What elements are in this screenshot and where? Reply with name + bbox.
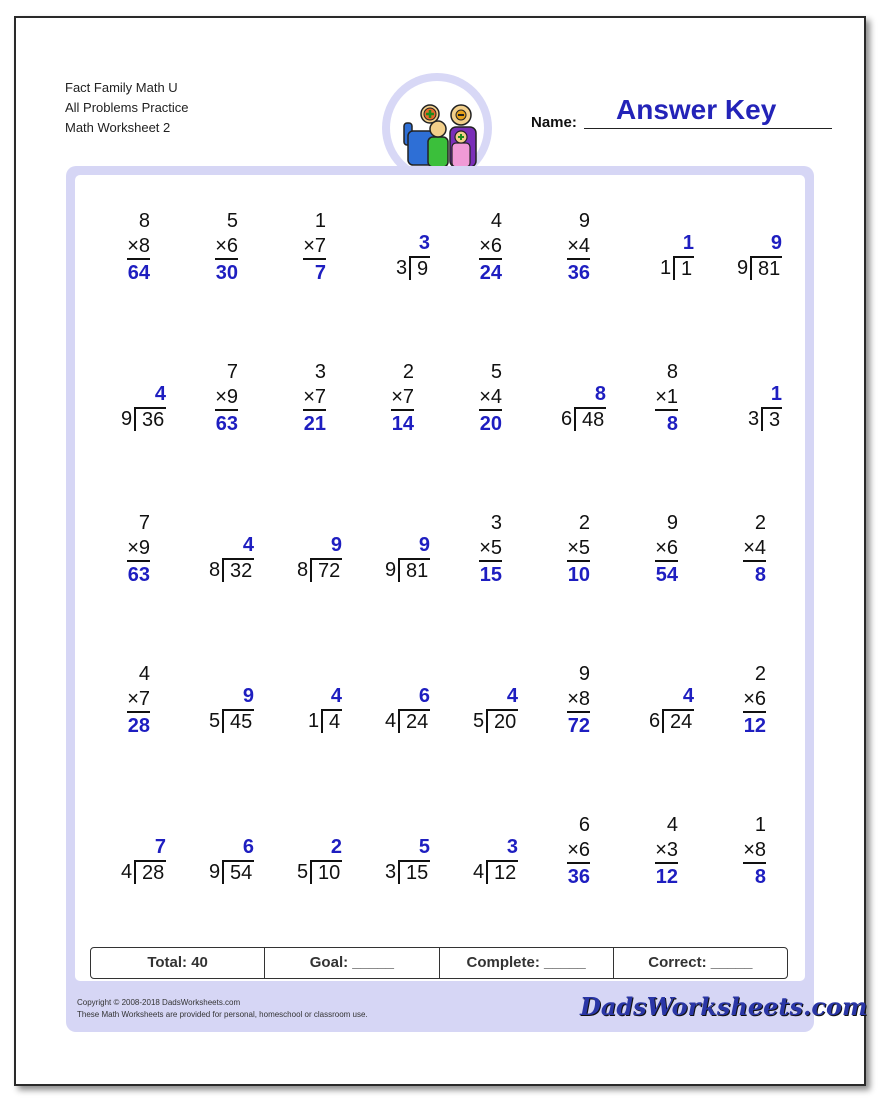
divisor: 5: [297, 861, 309, 883]
factor-top: 1: [754, 814, 766, 836]
quotient-answer: 5: [418, 836, 430, 858]
division-problem: [272, 813, 352, 903]
factor-top: 5: [226, 210, 238, 232]
long-division: [96, 837, 176, 887]
goal-field: Goal: _____: [265, 948, 439, 978]
division-problem: [272, 662, 352, 752]
division-problem: [360, 511, 440, 601]
factor-top: 3: [314, 361, 326, 383]
dividend: 36: [134, 407, 166, 431]
long-division: [360, 535, 440, 585]
long-division: [448, 686, 528, 736]
multiplication-problem: [272, 209, 352, 299]
factor-bottom: ×7: [303, 385, 326, 411]
divisor: 9: [121, 408, 133, 430]
factor-top: 7: [226, 361, 238, 383]
worksheet-header-text: [65, 78, 189, 138]
dividend: 45: [222, 709, 254, 733]
long-division: [360, 837, 440, 887]
factor-bottom: ×6: [479, 234, 502, 260]
quotient-answer: 9: [770, 232, 782, 254]
dividend: 1: [673, 256, 694, 280]
dividend: 15: [398, 860, 430, 884]
division-problem: [536, 360, 616, 450]
multiplication-stack: [567, 511, 590, 589]
multiplication-problem: [448, 209, 528, 299]
quotient-answer: 3: [506, 836, 518, 858]
product-answer: 21: [303, 413, 326, 435]
factor-top: 6: [578, 814, 590, 836]
factor-top: 4: [490, 210, 502, 232]
factor-top: 4: [666, 814, 678, 836]
long-division: [624, 686, 704, 736]
factor-top: 1: [314, 210, 326, 232]
division-problem: [360, 662, 440, 752]
quotient-answer: 4: [242, 534, 254, 556]
divisor: 6: [561, 408, 573, 430]
factor-top: 2: [402, 361, 414, 383]
multiplication-stack: [743, 511, 766, 589]
divisor: 1: [660, 257, 672, 279]
product-answer: 28: [127, 715, 150, 737]
long-division: [184, 686, 264, 736]
multiplication-stack: [127, 511, 150, 589]
multiplication-problem: [712, 813, 792, 903]
multiplication-stack: [303, 209, 326, 287]
divisor: 5: [473, 710, 485, 732]
factor-top: 8: [138, 210, 150, 232]
factor-bottom: ×6: [655, 536, 678, 562]
division-problem: [272, 511, 352, 601]
divisor: 4: [121, 861, 133, 883]
worksheet-title-line-1: Fact Family Math U: [65, 80, 178, 95]
quotient-answer: 9: [330, 534, 342, 556]
multiplication-stack: [567, 813, 590, 891]
multiplication-stack: [567, 209, 590, 287]
quotient-answer: 4: [506, 685, 518, 707]
long-division: [184, 837, 264, 887]
division-problem: [360, 209, 440, 299]
problem-grid: [75, 175, 805, 981]
factor-bottom: ×5: [567, 536, 590, 562]
worksheet-page: [14, 16, 866, 1086]
product-answer: 10: [567, 564, 590, 586]
division-problem: [96, 360, 176, 450]
dividend: 24: [662, 709, 694, 733]
multiplication-problem: [536, 662, 616, 752]
total-count: Total: 40: [91, 948, 265, 978]
multiplication-stack: [303, 360, 326, 438]
factor-bottom: ×7: [391, 385, 414, 411]
division-problem: [96, 813, 176, 903]
division-problem: [184, 662, 264, 752]
multiplication-stack: [215, 209, 238, 287]
long-division: [272, 837, 352, 887]
factor-top: 2: [754, 663, 766, 685]
factor-top: 5: [490, 361, 502, 383]
factor-bottom: ×4: [567, 234, 590, 260]
multiplication-problem: [712, 662, 792, 752]
dividend: 4: [321, 709, 342, 733]
dividend: 3: [761, 407, 782, 431]
product-answer: 15: [479, 564, 502, 586]
product-answer: 36: [567, 262, 590, 284]
factor-bottom: ×6: [743, 687, 766, 713]
multiplication-problem: [536, 813, 616, 903]
multiplication-stack: [655, 511, 678, 589]
division-problem: [448, 813, 528, 903]
score-bar: [90, 947, 788, 979]
multiplication-problem: [624, 511, 704, 601]
worksheet-title-line-2: All Problems Practice: [65, 100, 189, 115]
multiplication-problem: [272, 360, 352, 450]
fact-family-icon: [390, 81, 484, 175]
copyright-notice: [77, 997, 368, 1021]
divisor: 5: [209, 710, 221, 732]
quotient-answer: 9: [418, 534, 430, 556]
factor-bottom: ×3: [655, 838, 678, 864]
multiplication-stack: [743, 813, 766, 891]
name-field-line: [584, 128, 832, 129]
multiplication-stack: [655, 360, 678, 438]
dividend: 24: [398, 709, 430, 733]
division-problem: [360, 813, 440, 903]
factor-bottom: ×1: [655, 385, 678, 411]
product-answer: 30: [215, 262, 238, 284]
factor-bottom: ×8: [127, 234, 150, 260]
quotient-answer: 2: [330, 836, 342, 858]
product-answer: 64: [127, 262, 150, 284]
product-answer: 8: [754, 866, 766, 888]
factor-top: 8: [666, 361, 678, 383]
product-answer: 20: [479, 413, 502, 435]
divisor: 9: [209, 861, 221, 883]
multiplication-problem: [360, 360, 440, 450]
long-division: [712, 233, 792, 283]
dividend: 20: [486, 709, 518, 733]
product-answer: 7: [314, 262, 326, 284]
dividend: 28: [134, 860, 166, 884]
product-answer: 8: [754, 564, 766, 586]
divisor: 6: [649, 710, 661, 732]
product-answer: 54: [655, 564, 678, 586]
product-answer: 72: [567, 715, 590, 737]
factor-bottom: ×7: [127, 687, 150, 713]
dividend: 81: [398, 558, 430, 582]
quotient-answer: 3: [418, 232, 430, 254]
long-division: [712, 384, 792, 434]
factor-top: 9: [578, 663, 590, 685]
divisor: 3: [385, 861, 397, 883]
factor-top: 7: [138, 512, 150, 534]
multiplication-problem: [536, 511, 616, 601]
dividend: 54: [222, 860, 254, 884]
product-answer: 24: [479, 262, 502, 284]
division-problem: [184, 813, 264, 903]
worksheet-title-line-3: Math Worksheet 2: [65, 120, 171, 135]
division-problem: [184, 511, 264, 601]
factor-top: 2: [754, 512, 766, 534]
multiplication-stack: [655, 813, 678, 891]
multiplication-problem: [96, 209, 176, 299]
quotient-answer: 1: [770, 383, 782, 405]
multiplication-problem: [712, 511, 792, 601]
division-problem: [712, 360, 792, 450]
factor-bottom: ×8: [743, 838, 766, 864]
factor-top: 3: [490, 512, 502, 534]
dividend: 32: [222, 558, 254, 582]
product-answer: 63: [215, 413, 238, 435]
multiplication-stack: [479, 360, 502, 438]
quotient-answer: 1: [682, 232, 694, 254]
long-division: [448, 837, 528, 887]
dadsworksheets-logo: DadsWorksheets.com: [580, 992, 868, 1021]
division-problem: [624, 662, 704, 752]
name-label: Name:: [531, 114, 577, 131]
multiplication-problem: [624, 360, 704, 450]
factor-bottom: ×6: [567, 838, 590, 864]
long-division: [272, 686, 352, 736]
multiplication-problem: [624, 813, 704, 903]
division-problem: [624, 209, 704, 299]
factor-bottom: ×4: [479, 385, 502, 411]
factor-top: 4: [138, 663, 150, 685]
complete-field: Complete: _____: [440, 948, 614, 978]
factor-bottom: ×8: [567, 687, 590, 713]
quotient-answer: 6: [242, 836, 254, 858]
multiplication-problem: [448, 511, 528, 601]
multiplication-stack: [215, 360, 238, 438]
copyright-line-2: These Math Worksheets are provided for personal, homeschool or classroom use.: [77, 1010, 368, 1019]
multiplication-stack: [479, 511, 502, 589]
divisor: 4: [473, 861, 485, 883]
multiplication-stack: [127, 662, 150, 740]
divisor: 4: [385, 710, 397, 732]
factor-bottom: ×9: [215, 385, 238, 411]
quotient-answer: 4: [154, 383, 166, 405]
long-division: [536, 384, 616, 434]
divisor: 9: [737, 257, 749, 279]
multiplication-problem: [536, 209, 616, 299]
divisor: 8: [297, 559, 309, 581]
long-division: [96, 384, 176, 434]
division-problem: [448, 662, 528, 752]
divisor: 3: [396, 257, 408, 279]
factor-bottom: ×6: [215, 234, 238, 260]
factor-bottom: ×7: [303, 234, 326, 260]
dividend: 81: [750, 256, 782, 280]
factor-bottom: ×4: [743, 536, 766, 562]
multiplication-problem: [184, 360, 264, 450]
dividend: 9: [409, 256, 430, 280]
long-division: [272, 535, 352, 585]
dividend: 72: [310, 558, 342, 582]
dividend: 48: [574, 407, 606, 431]
factor-top: 9: [578, 210, 590, 232]
factor-bottom: ×5: [479, 536, 502, 562]
multiplication-problem: [184, 209, 264, 299]
divisor: 3: [748, 408, 760, 430]
factor-top: 9: [666, 512, 678, 534]
product-answer: 36: [567, 866, 590, 888]
quotient-answer: 6: [418, 685, 430, 707]
multiplication-stack: [743, 662, 766, 740]
divisor: 9: [385, 559, 397, 581]
product-answer: 14: [391, 413, 414, 435]
divisor: 1: [308, 710, 320, 732]
dividend: 10: [310, 860, 342, 884]
copyright-line-1: Copyright © 2008-2018 DadsWorksheets.com: [77, 998, 241, 1007]
quotient-answer: 4: [330, 685, 342, 707]
dividend: 12: [486, 860, 518, 884]
multiplication-problem: [96, 662, 176, 752]
multiplication-problem: [448, 360, 528, 450]
answer-key-title: Answer Key: [616, 94, 777, 125]
divisor: 8: [209, 559, 221, 581]
long-division: [360, 686, 440, 736]
product-answer: 12: [655, 866, 678, 888]
multiplication-stack: [391, 360, 414, 438]
multiplication-problem: [96, 511, 176, 601]
product-answer: 12: [743, 715, 766, 737]
division-problem: [712, 209, 792, 299]
long-division: [184, 535, 264, 585]
multiplication-stack: [479, 209, 502, 287]
quotient-answer: 9: [242, 685, 254, 707]
product-answer: 8: [666, 413, 678, 435]
correct-field: Correct: _____: [648, 954, 753, 971]
multiplication-stack: [567, 662, 590, 740]
long-division: [624, 233, 704, 283]
long-division: [360, 233, 440, 283]
quotient-answer: 4: [682, 685, 694, 707]
problem-frame: [66, 166, 868, 1032]
factor-top: 2: [578, 512, 590, 534]
factor-bottom: ×9: [127, 536, 150, 562]
product-answer: 63: [127, 564, 150, 586]
quotient-answer: 7: [154, 836, 166, 858]
quotient-answer: 8: [594, 383, 606, 405]
multiplication-stack: [127, 209, 150, 287]
